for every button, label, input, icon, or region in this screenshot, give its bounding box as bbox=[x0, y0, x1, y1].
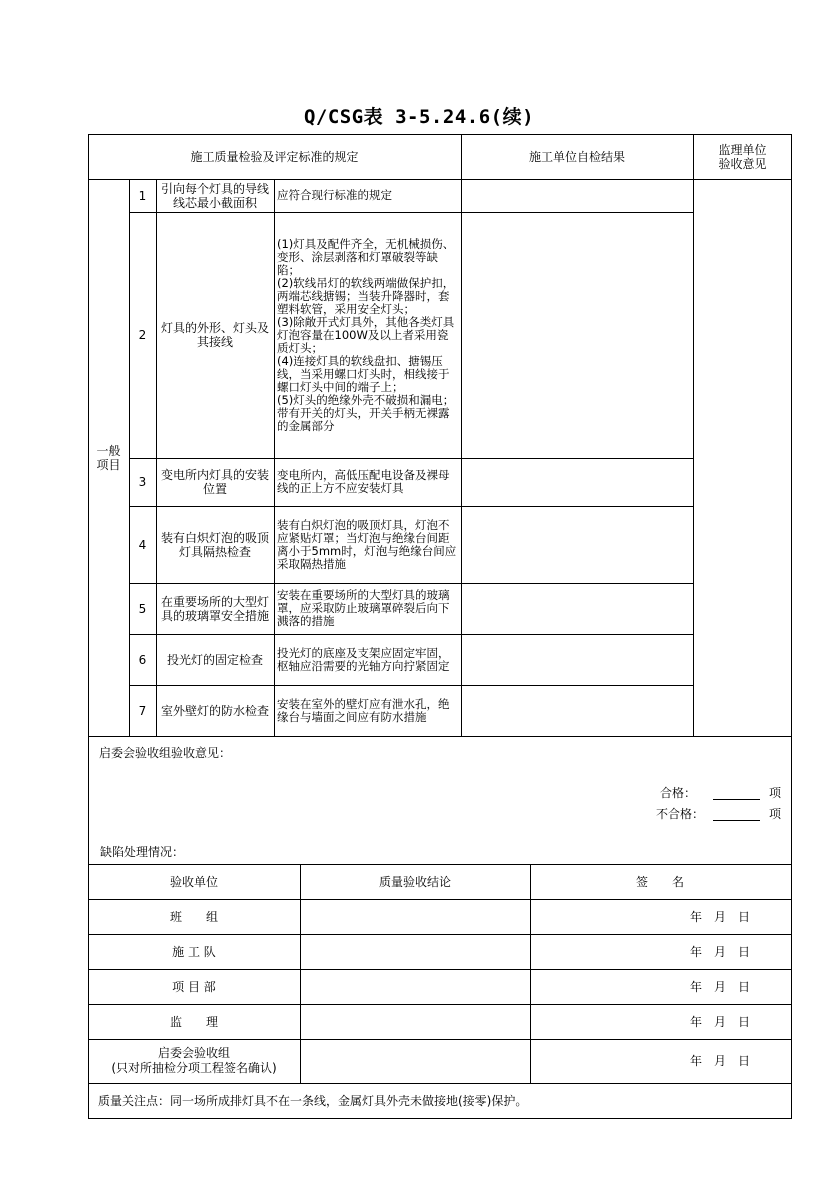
fail-label: 不合格： bbox=[655, 807, 704, 821]
sign-header-signature: 签 名 bbox=[636, 874, 685, 889]
self-check-field[interactable] bbox=[461, 583, 693, 634]
item-standard: 变电所内，高低压配电设备及裸母线的正上方不应安装灯具 bbox=[277, 468, 450, 495]
item-name: 投光灯的固定检查 bbox=[166, 652, 263, 667]
sign-header-unit: 验收单位 bbox=[169, 874, 218, 889]
item-standard: 应符合现行标准的规定 bbox=[277, 188, 392, 202]
pass-label: 合格： bbox=[659, 786, 696, 800]
conclusion-field[interactable] bbox=[300, 934, 530, 969]
item-number: 2 bbox=[138, 328, 147, 342]
self-check-field[interactable] bbox=[461, 506, 693, 583]
quality-note: 质量关注点：同一场所成排灯具不在一条线，金属灯具外壳未做接地(接零)保护。 bbox=[98, 1094, 528, 1108]
self-check-field[interactable] bbox=[461, 179, 693, 212]
signature-field[interactable] bbox=[530, 1039, 680, 1083]
item-number: 1 bbox=[138, 188, 147, 203]
item-number: 7 bbox=[138, 703, 147, 718]
sign-date: 年 月 日 bbox=[689, 979, 750, 994]
item-standard: 投光灯的底座及支架应固定牢固，枢轴应沿需要的光轴方向拧紧固定 bbox=[277, 645, 450, 673]
signature-field[interactable] bbox=[530, 899, 680, 934]
item-name: 引向每个灯具的导线线芯最小截面积 bbox=[160, 181, 269, 210]
item-number: 6 bbox=[138, 652, 147, 667]
section-divider bbox=[88, 736, 792, 737]
pass-count-blank[interactable] bbox=[713, 799, 760, 800]
self-check-field[interactable] bbox=[461, 458, 693, 506]
item-standard: (1)灯具及配件齐全，无机械损伤、变形、涂层剥落和灯罩破裂等缺陷； (2)软线吊灯的软线两端做保护扣，两端芯线搪锡；当装升降器时，套塑料软管，采用安全灯头； (3)除敞开式灯具外，其他各类灯具灯泡容量在100W及以上者采用瓷质灯头； (4)连接灯具的软线盘扣、搪锡压线，当采用螺口灯头时，相线接于螺口灯头中间的端子上； (5)灯头的绝缘外壳不破损和漏电；带有开关的灯头，开关手柄无裸露的金属部分 bbox=[277, 236, 455, 433]
defect-handling-label: 缺陷处理情况： bbox=[100, 845, 185, 859]
committee-opinion-label: 启委会验收组验收意见： bbox=[99, 746, 232, 760]
conclusion-field[interactable] bbox=[300, 1004, 530, 1039]
fail-unit: 项 bbox=[769, 807, 782, 821]
item-number: 3 bbox=[138, 475, 147, 489]
item-name: 室外壁灯的防水检查 bbox=[160, 703, 269, 718]
supervision-opinion-field[interactable] bbox=[693, 179, 792, 736]
item-name: 在重要场所的大型灯具的玻璃罩安全措施 bbox=[160, 594, 269, 623]
header-spec: 施工质量检验及评定标准的规定 bbox=[190, 149, 359, 164]
sign-unit-project-dept: 项 目 部 bbox=[172, 979, 216, 994]
sign-unit-team: 班 组 bbox=[169, 909, 218, 924]
sign-date: 年 月 日 bbox=[689, 944, 750, 959]
sign-date: 年 月 日 bbox=[689, 909, 750, 924]
signature-field[interactable] bbox=[530, 934, 680, 969]
item-name: 装有白炽灯泡的吸顶灯具隔热检查 bbox=[160, 530, 269, 559]
fail-count-blank[interactable] bbox=[713, 820, 760, 821]
conclusion-field[interactable] bbox=[300, 899, 530, 934]
self-check-field[interactable] bbox=[461, 212, 693, 458]
header-self-check: 施工单位自检结果 bbox=[528, 149, 625, 164]
sign-unit-supervision: 监 理 bbox=[169, 1014, 218, 1029]
signature-field[interactable] bbox=[530, 1004, 680, 1039]
item-standard: 装有白炽灯泡的吸顶灯具，灯泡不应紧贴灯罩；当灯泡与绝缘台间距离小于5mm时，灯泡与绝缘台间应采取隔热措施 bbox=[277, 517, 457, 571]
sign-header-conclusion: 质量验收结论 bbox=[378, 874, 451, 889]
signature-field[interactable] bbox=[530, 969, 680, 1004]
self-check-field[interactable] bbox=[461, 685, 693, 736]
item-standard: 安装在室外的壁灯应有泄水孔，绝缘台与墙面之间应有防水措施 bbox=[277, 696, 450, 724]
conclusion-field[interactable] bbox=[300, 1039, 530, 1083]
category-general-items: 一般 项目 bbox=[96, 443, 121, 472]
item-name: 变电所内灯具的安装位置 bbox=[160, 468, 269, 496]
conclusion-field[interactable] bbox=[300, 969, 530, 1004]
item-number: 4 bbox=[138, 537, 147, 552]
self-check-field[interactable] bbox=[461, 634, 693, 685]
sign-date: 年 月 日 bbox=[689, 1054, 750, 1068]
pass-unit: 项 bbox=[769, 786, 782, 800]
header-supervision: 监理单位 验收意见 bbox=[718, 142, 767, 171]
sign-date: 年 月 日 bbox=[689, 1014, 750, 1029]
item-standard: 安装在重要场所的大型灯具的玻璃罩，应采取防止玻璃罩碎裂后向下溅落的措施 bbox=[277, 588, 450, 628]
sign-unit-construction-team: 施 工 队 bbox=[172, 944, 216, 959]
sign-unit-committee: 启委会验收组 (只对所抽检分项工程签名确认) bbox=[111, 1046, 277, 1075]
item-name: 灯具的外形、灯头及其接线 bbox=[160, 321, 269, 349]
form-code-title: Q/CSG表 3-5.24.6(续) bbox=[303, 106, 535, 128]
item-number: 5 bbox=[138, 601, 147, 616]
